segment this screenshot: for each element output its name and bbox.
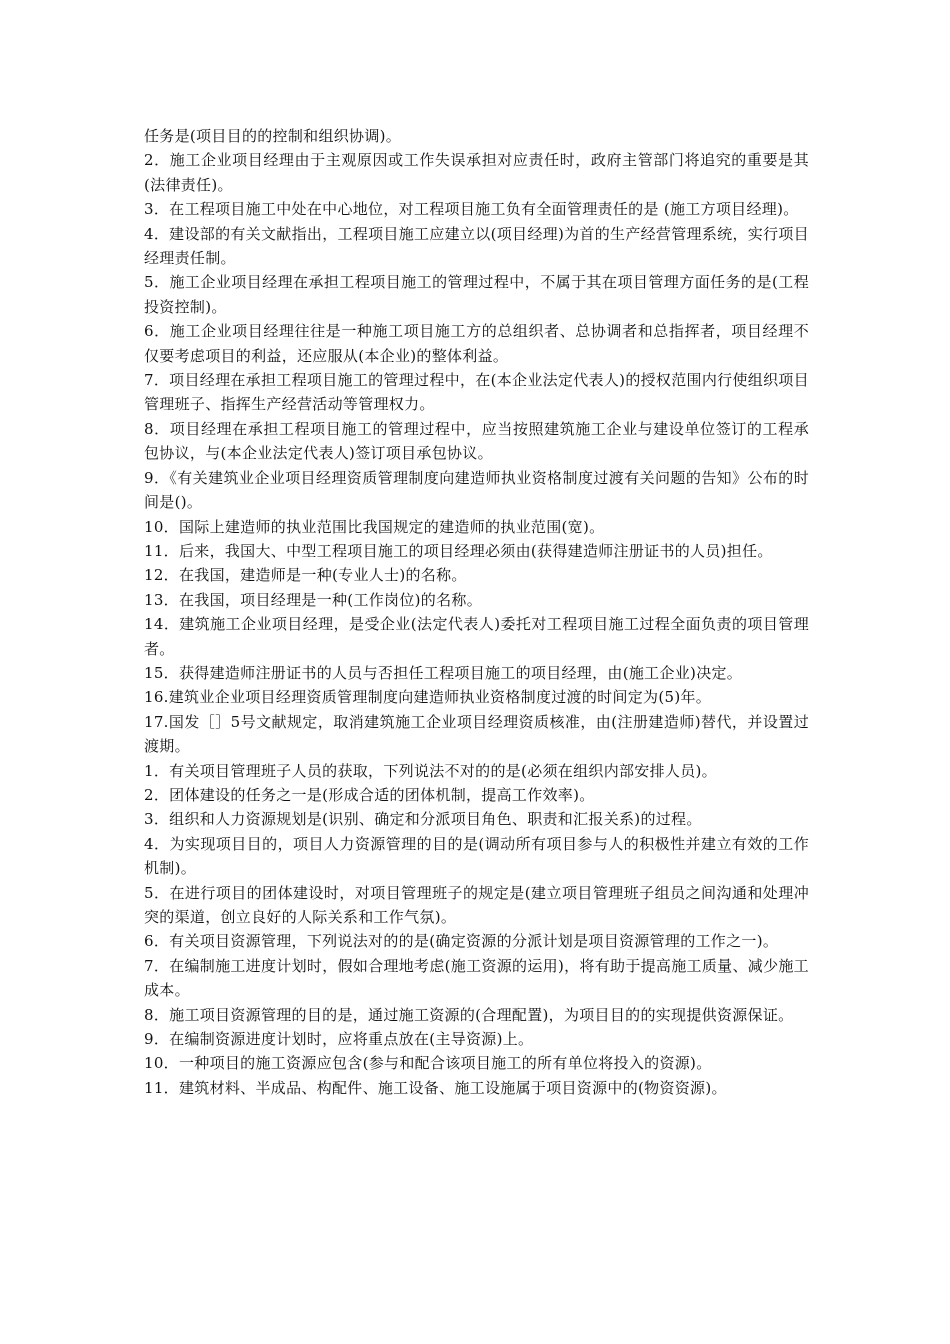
paragraph: 2．团体建设的任务之一是(形成合适的团体机制，提高工作效率)。 (144, 785, 595, 804)
paragraph: 11．建筑材料、半成品、构配件、施工设备、施工设施属于项目资源中的(物资资源)。 (144, 1078, 727, 1097)
paragraph: 3．在工程项目施工中处在中心地位，对工程项目施工负有全面管理责任的是 (施工方项目经理)。 (144, 200, 799, 219)
paragraph: 2．施工企业项目经理由于主观原因或工作失误承担对应责任时，政府主管部门将追究的重要是其(法律责任)。 (144, 151, 809, 194)
paragraph: 5．施工企业项目经理在承担工程项目施工的管理过程中，不属于其在项目管理方面任务的是(工程投资控制)。 (144, 273, 809, 316)
paragraph: 12．在我国，建造师是一种(专业人士)的名称。 (144, 566, 467, 585)
paragraph: 4．建设部的有关文献指出，工程项目施工应建立以(项目经理)为首的生产经营管理系统，实行项目经理责任制。 (144, 224, 809, 268)
paragraph: 11．后来，我国大、中型工程项目施工的项目经理必须由(获得建造师注册证书的人员)担任。 (144, 541, 773, 560)
paragraph: 任务是(项目目的的控制和组织协调)。 (144, 127, 402, 145)
paragraph: 13．在我国，项目经理是一种(工作岗位)的名称。 (144, 590, 482, 609)
paragraph: 7．在编制施工进度计划时，假如合理地考虑(施工资源的运用)，将有助于提高施工质量、减少施工成本。 (144, 956, 809, 1000)
paragraph: 3．组织和人力资源规划是(识别、确定和分派项目角色、职责和汇报关系)的过程。 (144, 810, 702, 829)
paragraph: 8．项目经理在承担工程项目施工的管理过程中，应当按照建筑施工企业与建设单位签订的工程承包协议，与(本企业法定代表人)签订项目承包协议。 (144, 419, 809, 463)
paragraph: 6．施工企业项目经理往往是一种施工项目施工方的总组织者、总协调者和总指挥者，项目经理不仅要考虑项目的利益，还应服从(本企业)的整体利益。 (144, 322, 809, 365)
paragraph: 16.建筑业企业项目经理资质管理制度向建造师执业资格制度过渡的时间定为(5)年。 (144, 688, 712, 707)
paragraph: 7．项目经理在承担工程项目施工的管理过程中，在(本企业法定代表人)的授权范围内行使组织项目管理班子、指挥生产经营活动等管理权力。 (144, 371, 809, 414)
paragraph: 8．施工项目资源管理的目的是，通过施工资源的(合理配置)，为项目目的的实现提供资源保证。 (144, 1005, 794, 1024)
document-body (144, 124, 809, 1100)
paragraph: 15．获得建造师注册证书的人员与否担任工程项目施工的项目经理，由(施工企业)决定。 (144, 663, 743, 682)
paragraph: 4．为实现项目目的，项目人力资源管理的目的是(调动所有项目参与人的积极性并建立有效的工作机制)。 (144, 834, 809, 878)
paragraph: 9．在编制资源进度计划时，应将重点放在(主导资源)上。 (144, 1030, 534, 1049)
paragraph: 6．有关项目资源管理，下列说法对的的是(确定资源的分派计划是项目资源管理的工作之一)。 (144, 932, 779, 951)
paragraph: 1．有关项目管理班子人员的获取，下列说法不对的的是(必须在组织内部安排人员)。 (144, 761, 717, 780)
paragraph: 14．建筑施工企业项目经理，是受企业(法定代表人)委托对工程项目施工过程全面负责的项目管理者。 (144, 615, 809, 658)
paragraph: 9．《有关建筑业企业项目经理资质管理制度向建造师执业资格制度过渡有关问题的告知》公布的时间是()。 (144, 468, 809, 512)
paragraph: 10．国际上建造师的执业范围比我国规定的建造师的执业范围(宽)。 (144, 517, 605, 536)
paragraph: 17.国发［］5号文献规定，取消建筑施工企业项目经理资质核准，由(注册建造师)替代，并设置过渡期。 (144, 712, 809, 756)
paragraph: 10．一种项目的施工资源应包含(参与和配合该项目施工的所有单位将投入的资源)。 (144, 1054, 712, 1073)
paragraph: 5．在进行项目的团体建设时，对项目管理班子的规定是(建立项目管理班子组员之间沟通和处理冲突的渠道，创立良好的人际关系和工作气氛)。 (144, 883, 809, 926)
